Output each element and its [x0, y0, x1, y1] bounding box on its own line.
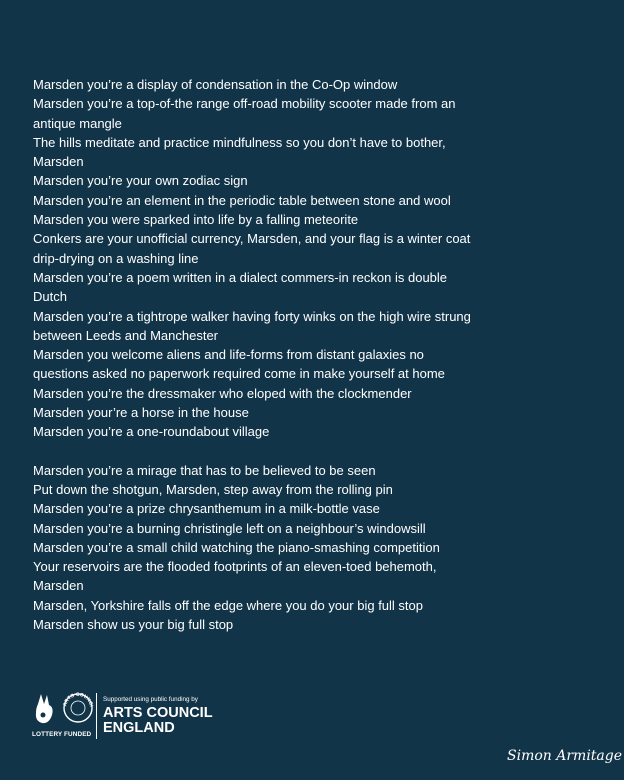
arts-council-england-logo [103, 696, 213, 736]
stanza-1 [33, 75, 473, 442]
poem-line: Marsden you’re a small child watching the piano-smashing competition [33, 539, 440, 555]
poem-line: Your reservoirs are the flooded footprints of an eleven-toed behemoth, Marsden [33, 559, 437, 594]
poem-line: Marsden you’re a poem written in a dialect commers-in reckon is double Dutch [33, 269, 448, 305]
poem-line: Conkers are your unofficial currency, Marsden, and your flag is a winter coat drip-drying on a washing line [33, 231, 471, 266]
lottery-funded-logo [32, 690, 92, 742]
poem-line: Marsden you were sparked into life by a falling meteorite [33, 212, 359, 228]
poem-line: Marsden you’re a tightrope walker having forty winks on the high wire strung between Leeds and Manchester [33, 308, 471, 343]
poem-line: Marsden show us your big full stop [33, 617, 234, 633]
poem-line: The hills meditate and practice mindfulness so you don’t have to bother, Marsden [33, 134, 446, 170]
poem-line: Marsden, Yorkshire falls off the edge where you do your big full stop [33, 597, 423, 613]
poem-line: Marsden you’re the dressmaker who eloped with the clockmender [33, 385, 412, 401]
poem-line: Marsden you welcome aliens and life-forms from distant galaxies no questions asked no paperwork required come in make yourself at home [33, 347, 445, 382]
author-signature: Simon Armitage [507, 748, 623, 764]
poem-line: Marsden you’re a display of condensation in the Co-Op window [33, 77, 398, 92]
arts-council-name-line1: ARTS COUNCIL [103, 705, 213, 721]
funding-support-text: Supported using public funding by [103, 696, 198, 703]
poem-line: Marsden you’re a one-roundabout village [33, 424, 270, 440]
poem-line: Marsden your’re a horse in the house [33, 405, 249, 421]
poem-line: Marsden you’re your own zodiac sign [33, 173, 248, 189]
poem-line: Marsden you’re a mirage that has to be believed to be seen [33, 462, 376, 478]
funding-logos [32, 690, 213, 742]
stanza-2 [33, 461, 473, 635]
poem-line: Marsden you’re a top-of-the range off-road mobility scooter made from an antique mangle [33, 96, 456, 131]
poem-line: Marsden you’re an element in the periodic table between stone and wool [33, 192, 451, 208]
poem [33, 75, 473, 653]
arts-council-name-line2: ENGLAND [103, 720, 175, 736]
lottery-crossed-fingers-icon [32, 690, 94, 732]
logo-divider [96, 693, 97, 739]
lottery-funded-label: LOTTERY FUNDED [32, 731, 92, 738]
svg-text:ARTS COUNCIL ENGLAND: ARTS COUNCI [62, 691, 94, 708]
poem-line: Marsden you’re a prize chrysanthemum in a milk-bottle vase [33, 501, 380, 517]
poem-line: Marsden you’re a burning christingle left on a neighbour’s windowsill [33, 520, 426, 536]
poem-line: Put down the shotgun, Marsden, step away from the rolling pin [33, 481, 393, 497]
